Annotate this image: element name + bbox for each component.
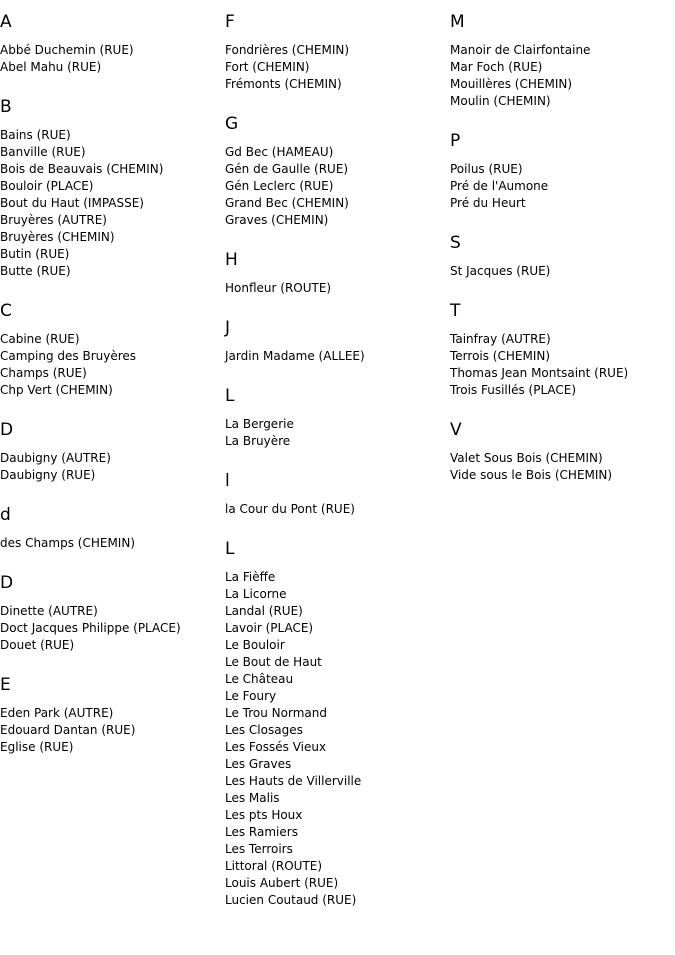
street-link[interactable]: Butte (RUE) bbox=[0, 264, 71, 278]
street-link[interactable]: Gén Leclerc (RUE) bbox=[225, 179, 334, 193]
letter-heading: L bbox=[225, 386, 235, 406]
street-link[interactable]: Edouard Dantan (RUE) bbox=[0, 723, 136, 737]
street-link[interactable]: Le Bout de Haut bbox=[225, 655, 322, 669]
letter-heading: A bbox=[0, 12, 12, 32]
street-link[interactable]: Chp Vert (CHEMIN) bbox=[0, 383, 113, 397]
letter-heading: H bbox=[225, 250, 238, 270]
street-list bbox=[450, 42, 675, 110]
street-list bbox=[0, 42, 225, 76]
letter-heading: E bbox=[0, 675, 11, 695]
street-link[interactable]: La Bergerie bbox=[225, 417, 294, 431]
street-link[interactable]: Pré du Heurt bbox=[450, 196, 526, 210]
street-link[interactable]: Les Hauts de Villerville bbox=[225, 774, 362, 788]
street-list bbox=[0, 705, 225, 756]
letter-heading: D bbox=[0, 573, 14, 593]
street-link[interactable]: Le Bouloir bbox=[225, 638, 285, 652]
street-link[interactable]: Cabine (RUE) bbox=[0, 332, 80, 346]
street-link[interactable]: Le Foury bbox=[225, 689, 277, 703]
letter-heading: B bbox=[0, 97, 12, 117]
letter-group bbox=[0, 505, 225, 552]
street-link[interactable]: Mouillères (CHEMIN) bbox=[450, 77, 573, 91]
letter-group bbox=[225, 250, 450, 297]
street-list bbox=[0, 603, 225, 654]
street-link[interactable]: Champs (RUE) bbox=[0, 366, 87, 380]
street-link[interactable]: Le Trou Normand bbox=[225, 706, 327, 720]
street-list bbox=[225, 501, 450, 518]
street-list bbox=[450, 450, 675, 484]
street-link[interactable]: La Bruyère bbox=[225, 434, 291, 448]
letter-group bbox=[0, 301, 225, 399]
letter-heading: C bbox=[0, 301, 12, 321]
street-index-column-2 bbox=[225, 0, 450, 909]
street-link[interactable]: Bouloir (PLACE) bbox=[0, 179, 94, 193]
street-link[interactable]: Vide sous le Bois (CHEMIN) bbox=[450, 468, 613, 482]
street-link[interactable]: Bout du Haut (IMPASSE) bbox=[0, 196, 144, 210]
street-link[interactable]: Les pts Houx bbox=[225, 808, 303, 822]
street-link[interactable]: Abbé Duchemin (RUE) bbox=[0, 43, 134, 57]
street-link[interactable]: Camping des Bruyères bbox=[0, 349, 137, 363]
street-link[interactable]: Poilus (RUE) bbox=[450, 162, 523, 176]
street-link[interactable]: Fort (CHEMIN) bbox=[225, 60, 310, 74]
street-link[interactable]: Lucien Coutaud (RUE) bbox=[225, 893, 357, 907]
street-link[interactable]: Bruyères (AUTRE) bbox=[0, 213, 107, 227]
letter-heading: T bbox=[450, 301, 461, 321]
street-link[interactable]: des Champs (CHEMIN) bbox=[0, 536, 135, 550]
street-list bbox=[450, 161, 675, 212]
street-link[interactable]: Le Château bbox=[225, 672, 294, 686]
letter-group bbox=[225, 12, 450, 93]
street-link[interactable]: Doct Jacques Philippe (PLACE) bbox=[0, 621, 181, 635]
street-link[interactable]: Landal (RUE) bbox=[225, 604, 303, 618]
street-link[interactable]: Abel Mahu (RUE) bbox=[0, 60, 102, 74]
street-link[interactable]: Les Graves bbox=[225, 757, 292, 771]
street-link[interactable]: Frémonts (CHEMIN) bbox=[225, 77, 342, 91]
street-link[interactable]: Eglise (RUE) bbox=[0, 740, 74, 754]
street-list bbox=[450, 331, 675, 399]
street-link[interactable]: Terrois (CHEMIN) bbox=[450, 349, 551, 363]
letter-group bbox=[450, 301, 675, 399]
street-list bbox=[0, 535, 225, 552]
letter-group bbox=[0, 12, 225, 76]
street-index-column-3 bbox=[450, 0, 675, 484]
street-link[interactable]: La Fièffe bbox=[225, 570, 276, 584]
street-link[interactable]: Les Fossés Vieux bbox=[225, 740, 327, 754]
street-link[interactable]: Les Ramiers bbox=[225, 825, 298, 839]
street-link[interactable]: Douet (RUE) bbox=[0, 638, 75, 652]
street-link[interactable]: la Cour du Pont (RUE) bbox=[225, 502, 355, 516]
letter-heading: d bbox=[0, 505, 11, 525]
street-list bbox=[225, 280, 450, 297]
street-link[interactable]: Butin (RUE) bbox=[0, 247, 70, 261]
letter-group bbox=[225, 471, 450, 518]
street-link[interactable]: Valet Sous Bois (CHEMIN) bbox=[450, 451, 603, 465]
street-list bbox=[0, 450, 225, 484]
street-link[interactable]: Daubigny (RUE) bbox=[0, 468, 96, 482]
street-link[interactable]: Les Terroirs bbox=[225, 842, 293, 856]
letter-group bbox=[225, 318, 450, 365]
street-link[interactable]: Eden Park (AUTRE) bbox=[0, 706, 114, 720]
letter-group bbox=[0, 573, 225, 654]
street-link[interactable]: Dinette (AUTRE) bbox=[0, 604, 98, 618]
letter-heading: J bbox=[225, 318, 231, 338]
street-link[interactable]: Trois Fusillés (PLACE) bbox=[450, 383, 577, 397]
street-list bbox=[225, 416, 450, 450]
letter-group bbox=[225, 114, 450, 229]
street-index-column-1 bbox=[0, 0, 225, 756]
street-link[interactable]: Gén de Gaulle (RUE) bbox=[225, 162, 349, 176]
street-link[interactable]: Mar Foch (RUE) bbox=[450, 60, 543, 74]
letter-group bbox=[0, 97, 225, 280]
letter-group bbox=[225, 386, 450, 450]
letter-group bbox=[0, 420, 225, 484]
street-link[interactable]: Pré de l'Aumone bbox=[450, 179, 549, 193]
street-link[interactable]: Gd Bec (HAMEAU) bbox=[225, 145, 334, 159]
street-link[interactable]: Bruyères (CHEMIN) bbox=[0, 230, 115, 244]
street-link[interactable]: Jardin Madame (ALLEE) bbox=[225, 349, 365, 363]
street-link[interactable]: Bois de Beauvais (CHEMIN) bbox=[0, 162, 164, 176]
letter-group bbox=[450, 233, 675, 280]
letter-heading: D bbox=[0, 420, 14, 440]
letter-heading: F bbox=[225, 12, 235, 32]
street-link[interactable]: Fondrières (CHEMIN) bbox=[225, 43, 350, 57]
street-list bbox=[225, 144, 450, 229]
street-link[interactable]: Grand Bec (CHEMIN) bbox=[225, 196, 349, 210]
street-link[interactable]: Banville (RUE) bbox=[0, 145, 86, 159]
street-link[interactable]: Les Closages bbox=[225, 723, 303, 737]
street-link[interactable]: Littoral (ROUTE) bbox=[225, 859, 323, 873]
street-link[interactable]: St Jacques (RUE) bbox=[450, 264, 551, 278]
letter-heading: P bbox=[450, 131, 461, 151]
letter-heading: M bbox=[450, 12, 465, 32]
street-list bbox=[225, 348, 450, 365]
letter-heading: S bbox=[450, 233, 461, 253]
letter-group bbox=[225, 539, 450, 909]
letter-group bbox=[450, 131, 675, 212]
street-link[interactable]: Bains (RUE) bbox=[0, 128, 71, 142]
street-link[interactable]: Honfleur (ROUTE) bbox=[225, 281, 332, 295]
street-link[interactable]: Lavoir (PLACE) bbox=[225, 621, 314, 635]
street-list bbox=[225, 42, 450, 93]
street-link[interactable]: Les Malis bbox=[225, 791, 280, 805]
street-link[interactable]: Tainfray (AUTRE) bbox=[450, 332, 551, 346]
letter-heading: l bbox=[225, 471, 230, 491]
letter-heading: L bbox=[225, 539, 235, 559]
street-link[interactable]: Daubigny (AUTRE) bbox=[0, 451, 111, 465]
street-link[interactable]: Moulin (CHEMIN) bbox=[450, 94, 551, 108]
letter-group bbox=[0, 675, 225, 756]
letter-heading: G bbox=[225, 114, 239, 134]
street-link[interactable]: La Licorne bbox=[225, 587, 287, 601]
letter-group bbox=[450, 12, 675, 110]
street-link[interactable]: Louis Aubert (RUE) bbox=[225, 876, 339, 890]
street-list bbox=[0, 127, 225, 280]
street-link[interactable]: Thomas Jean Montsaint (RUE) bbox=[450, 366, 629, 380]
letter-group bbox=[450, 420, 675, 484]
street-list bbox=[225, 569, 450, 909]
street-list bbox=[450, 263, 675, 280]
street-link[interactable]: Graves (CHEMIN) bbox=[225, 213, 329, 227]
letter-heading: V bbox=[450, 420, 462, 440]
street-link[interactable]: Manoir de Clairfontaine bbox=[450, 43, 591, 57]
street-list bbox=[0, 331, 225, 399]
